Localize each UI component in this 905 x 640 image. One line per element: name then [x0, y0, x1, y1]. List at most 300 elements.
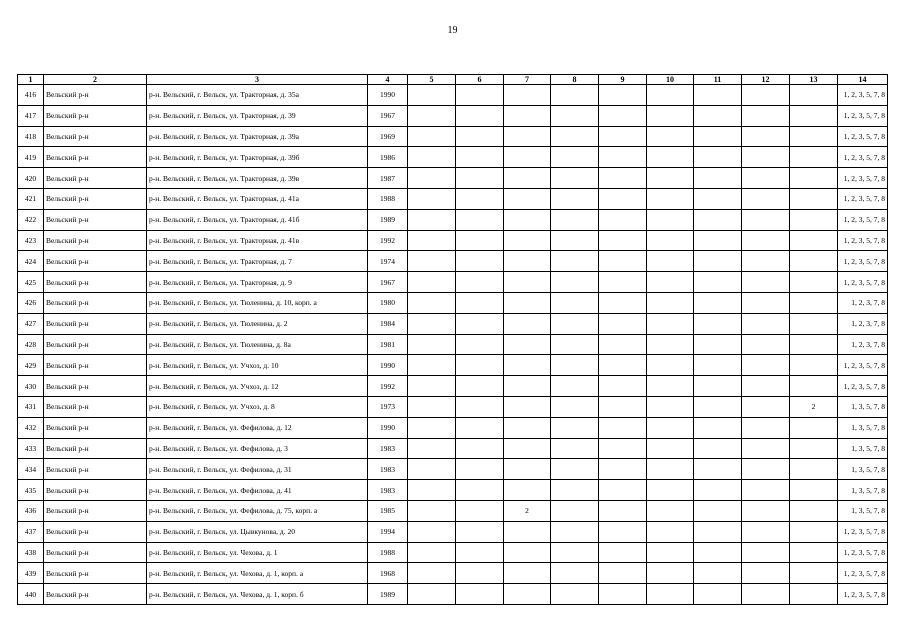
col6-cell: [456, 542, 504, 563]
col5-cell: [408, 521, 456, 542]
col8-cell: [551, 209, 599, 230]
col10-cell: [647, 251, 694, 272]
table-row: [18, 230, 888, 251]
district-cell: Вельский р-н: [44, 438, 147, 459]
col10-cell: [647, 480, 694, 501]
col10-cell: [647, 168, 694, 189]
col7-cell: [504, 438, 551, 459]
row-number-cell: 425: [18, 272, 44, 293]
col11-cell: [694, 105, 742, 126]
col11-cell: [694, 251, 742, 272]
col10-cell: [647, 292, 694, 313]
col14-cell: 1, 2, 3, 5, 7, 8: [838, 105, 888, 126]
col8-cell: [551, 272, 599, 293]
district-cell: Вельский р-н: [44, 85, 147, 106]
col11-cell: [694, 168, 742, 189]
col14-cell: 1, 2, 3, 5, 7, 8: [838, 521, 888, 542]
col9-cell: [599, 417, 647, 438]
address-cell: р-н. Вельский, г. Вельск, ул. Фефилова, д. 12: [147, 417, 368, 438]
col10-cell: [647, 459, 694, 480]
year-cell: 1973: [368, 396, 408, 417]
row-number-cell: 430: [18, 376, 44, 397]
col14-cell: 1, 2, 3, 7, 8: [838, 292, 888, 313]
col7-cell: [504, 480, 551, 501]
col13-cell: [790, 355, 838, 376]
table-row: [18, 459, 888, 480]
col5-cell: [408, 500, 456, 521]
table-row: [18, 209, 888, 230]
col13-cell: [790, 292, 838, 313]
district-cell: Вельский р-н: [44, 334, 147, 355]
col7-cell: [504, 417, 551, 438]
district-cell: Вельский р-н: [44, 230, 147, 251]
district-cell: Вельский р-н: [44, 188, 147, 209]
col8-cell: [551, 417, 599, 438]
col6-cell: [456, 188, 504, 209]
col14-cell: 1, 2, 3, 5, 7, 8: [838, 230, 888, 251]
row-number-cell: 434: [18, 459, 44, 480]
col12-cell: [742, 188, 790, 209]
col11-cell: [694, 417, 742, 438]
col12-cell: [742, 459, 790, 480]
col13-cell: [790, 334, 838, 355]
col11-cell: [694, 563, 742, 584]
year-cell: 1990: [368, 355, 408, 376]
district-cell: Вельский р-н: [44, 500, 147, 521]
row-number-cell: 427: [18, 313, 44, 334]
table-row: [18, 376, 888, 397]
row-number-cell: 439: [18, 563, 44, 584]
col10-cell: [647, 126, 694, 147]
col6-cell: [456, 147, 504, 168]
col5-cell: [408, 126, 456, 147]
col7-cell: [504, 355, 551, 376]
column-header: 6: [456, 75, 504, 85]
year-cell: 1967: [368, 105, 408, 126]
col9-cell: [599, 313, 647, 334]
column-header: 7: [504, 75, 551, 85]
district-cell: Вельский р-н: [44, 313, 147, 334]
col10-cell: [647, 313, 694, 334]
col5-cell: [408, 168, 456, 189]
col7-cell: [504, 272, 551, 293]
col10-cell: [647, 500, 694, 521]
col10-cell: [647, 417, 694, 438]
col12-cell: [742, 85, 790, 106]
address-cell: р-н. Вельский, г. Вельск, ул. Тракторная, д. 41а: [147, 188, 368, 209]
table-row: [18, 147, 888, 168]
table-row: [18, 292, 888, 313]
col10-cell: [647, 563, 694, 584]
table-row: [18, 417, 888, 438]
district-cell: Вельский р-н: [44, 168, 147, 189]
table-row: [18, 272, 888, 293]
col5-cell: [408, 230, 456, 251]
col11-cell: [694, 500, 742, 521]
year-cell: 1985: [368, 500, 408, 521]
col11-cell: [694, 147, 742, 168]
col6-cell: [456, 459, 504, 480]
col5-cell: [408, 584, 456, 605]
col11-cell: [694, 292, 742, 313]
row-number-cell: 423: [18, 230, 44, 251]
district-cell: Вельский р-н: [44, 542, 147, 563]
row-number-cell: 429: [18, 355, 44, 376]
address-cell: р-н. Вельский, г. Вельск, ул. Тракторная, д. 35а: [147, 85, 368, 106]
col12-cell: [742, 209, 790, 230]
address-cell: р-н. Вельский, г. Вельск, ул. Тракторная, д. 39в: [147, 168, 368, 189]
col6-cell: [456, 500, 504, 521]
column-header: 13: [790, 75, 838, 85]
district-cell: Вельский р-н: [44, 272, 147, 293]
column-header: 5: [408, 75, 456, 85]
col12-cell: [742, 521, 790, 542]
col11-cell: [694, 355, 742, 376]
col10-cell: [647, 147, 694, 168]
col13-cell: [790, 147, 838, 168]
address-cell: р-н. Вельский, г. Вельск, ул. Тракторная, д. 41б: [147, 209, 368, 230]
year-cell: 1974: [368, 251, 408, 272]
address-cell: р-н. Вельский, г. Вельск, ул. Тракторная, д. 39: [147, 105, 368, 126]
col13-cell: [790, 126, 838, 147]
col7-cell: [504, 168, 551, 189]
district-cell: Вельский р-н: [44, 105, 147, 126]
col14-cell: 1, 3, 5, 7, 8: [838, 459, 888, 480]
year-cell: 1990: [368, 85, 408, 106]
col14-cell: 1, 3, 5, 7, 8: [838, 396, 888, 417]
address-cell: р-н. Вельский, г. Вельск, ул. Тракторная, д. 39б: [147, 147, 368, 168]
address-cell: р-н. Вельский, г. Вельск, ул. Чехова, д. 1: [147, 542, 368, 563]
district-cell: Вельский р-н: [44, 563, 147, 584]
year-cell: 1983: [368, 480, 408, 501]
col5-cell: [408, 313, 456, 334]
table-row: [18, 500, 888, 521]
row-number-cell: 432: [18, 417, 44, 438]
col6-cell: [456, 480, 504, 501]
col13-cell: [790, 480, 838, 501]
col10-cell: [647, 334, 694, 355]
column-header: 11: [694, 75, 742, 85]
column-header: 10: [647, 75, 694, 85]
col14-cell: 1, 2, 3, 5, 7, 8: [838, 209, 888, 230]
col11-cell: [694, 542, 742, 563]
col11-cell: [694, 85, 742, 106]
col10-cell: [647, 105, 694, 126]
col9-cell: [599, 334, 647, 355]
col5-cell: [408, 209, 456, 230]
address-cell: р-н. Вельский, г. Вельск, ул. Учхоз, д. 12: [147, 376, 368, 397]
address-cell: р-н. Вельский, г. Вельск, ул. Тюленина, д. 2: [147, 313, 368, 334]
col14-cell: 1, 3, 5, 7, 8: [838, 438, 888, 459]
row-number-cell: 418: [18, 126, 44, 147]
col5-cell: [408, 417, 456, 438]
col8-cell: [551, 251, 599, 272]
col10-cell: [647, 209, 694, 230]
address-cell: р-н. Вельский, г. Вельск, ул. Тракторная, д. 41в: [147, 230, 368, 251]
col6-cell: [456, 334, 504, 355]
col14-cell: 1, 2, 3, 5, 7, 8: [838, 355, 888, 376]
col12-cell: [742, 542, 790, 563]
col14-cell: 1, 2, 3, 5, 7, 8: [838, 126, 888, 147]
col12-cell: [742, 417, 790, 438]
column-header: 2: [44, 75, 147, 85]
col6-cell: [456, 272, 504, 293]
col6-cell: [456, 251, 504, 272]
row-number-cell: 417: [18, 105, 44, 126]
address-cell: р-н. Вельский, г. Вельск, ул. Фефилова, д. 41: [147, 480, 368, 501]
col8-cell: [551, 459, 599, 480]
col14-cell: 1, 3, 5, 7, 8: [838, 500, 888, 521]
col7-cell: [504, 126, 551, 147]
col12-cell: [742, 438, 790, 459]
year-cell: 1989: [368, 584, 408, 605]
col8-cell: [551, 521, 599, 542]
col9-cell: [599, 147, 647, 168]
year-cell: 1987: [368, 168, 408, 189]
row-number-cell: 424: [18, 251, 44, 272]
col14-cell: 1, 2, 3, 5, 7, 8: [838, 251, 888, 272]
row-number-cell: 433: [18, 438, 44, 459]
col14-cell: 1, 2, 3, 5, 7, 8: [838, 542, 888, 563]
col13-cell: [790, 417, 838, 438]
address-cell: р-н. Вельский, г. Вельск, ул. Цывкунова, д. 20: [147, 521, 368, 542]
col12-cell: [742, 480, 790, 501]
col13-cell: [790, 188, 838, 209]
col13-cell: [790, 230, 838, 251]
col8-cell: [551, 480, 599, 501]
col13-cell: [790, 542, 838, 563]
col13-cell: [790, 105, 838, 126]
col5-cell: [408, 334, 456, 355]
table-row: [18, 168, 888, 189]
row-number-cell: 420: [18, 168, 44, 189]
col7-cell: [504, 188, 551, 209]
col14-cell: 1, 2, 3, 5, 7, 8: [838, 188, 888, 209]
col10-cell: [647, 542, 694, 563]
col7-cell: [504, 542, 551, 563]
col9-cell: [599, 230, 647, 251]
district-cell: Вельский р-н: [44, 126, 147, 147]
col5-cell: [408, 292, 456, 313]
col8-cell: [551, 355, 599, 376]
table-row: [18, 563, 888, 584]
col5-cell: [408, 563, 456, 584]
table-row: [18, 521, 888, 542]
district-cell: Вельский р-н: [44, 355, 147, 376]
col14-cell: 1, 2, 3, 5, 7, 8: [838, 563, 888, 584]
district-cell: Вельский р-н: [44, 396, 147, 417]
table-row: [18, 105, 888, 126]
col12-cell: [742, 584, 790, 605]
address-cell: р-н. Вельский, г. Вельск, ул. Тюленина, д. 8а: [147, 334, 368, 355]
col7-cell: [504, 376, 551, 397]
col8-cell: [551, 584, 599, 605]
col6-cell: [456, 209, 504, 230]
col10-cell: [647, 355, 694, 376]
col8-cell: [551, 313, 599, 334]
col9-cell: [599, 396, 647, 417]
row-number-cell: 422: [18, 209, 44, 230]
col11-cell: [694, 396, 742, 417]
col14-cell: 1, 2, 3, 5, 7, 8: [838, 376, 888, 397]
table-row: [18, 188, 888, 209]
col6-cell: [456, 85, 504, 106]
col13-cell: [790, 563, 838, 584]
col9-cell: [599, 584, 647, 605]
col5-cell: [408, 542, 456, 563]
col9-cell: [599, 272, 647, 293]
col13-cell: [790, 313, 838, 334]
col6-cell: [456, 313, 504, 334]
col8-cell: [551, 563, 599, 584]
col11-cell: [694, 480, 742, 501]
row-number-cell: 437: [18, 521, 44, 542]
address-cell: р-н. Вельский, г. Вельск, ул. Тюленина, д. 10, корп. а: [147, 292, 368, 313]
col5-cell: [408, 105, 456, 126]
col8-cell: [551, 105, 599, 126]
year-cell: 1986: [368, 147, 408, 168]
table-row: [18, 313, 888, 334]
col13-cell: [790, 251, 838, 272]
col5-cell: [408, 396, 456, 417]
col13-cell: 2: [790, 396, 838, 417]
col5-cell: [408, 480, 456, 501]
col12-cell: [742, 147, 790, 168]
row-number-cell: 436: [18, 500, 44, 521]
col8-cell: [551, 230, 599, 251]
col5-cell: [408, 355, 456, 376]
col14-cell: 1, 2, 3, 5, 7, 8: [838, 272, 888, 293]
col14-cell: 1, 2, 3, 5, 7, 8: [838, 168, 888, 189]
col12-cell: [742, 396, 790, 417]
col9-cell: [599, 459, 647, 480]
col8-cell: [551, 188, 599, 209]
year-cell: 1983: [368, 438, 408, 459]
col11-cell: [694, 188, 742, 209]
col12-cell: [742, 272, 790, 293]
col9-cell: [599, 376, 647, 397]
col6-cell: [456, 438, 504, 459]
col10-cell: [647, 230, 694, 251]
year-cell: 1967: [368, 272, 408, 293]
address-cell: р-н. Вельский, г. Вельск, ул. Тракторная, д. 39а: [147, 126, 368, 147]
col10-cell: [647, 376, 694, 397]
year-cell: 1989: [368, 209, 408, 230]
col12-cell: [742, 500, 790, 521]
col5-cell: [408, 147, 456, 168]
col9-cell: [599, 126, 647, 147]
year-cell: 1969: [368, 126, 408, 147]
col9-cell: [599, 85, 647, 106]
col7-cell: [504, 396, 551, 417]
col7-cell: [504, 521, 551, 542]
col13-cell: [790, 85, 838, 106]
year-cell: 1981: [368, 334, 408, 355]
year-cell: 1992: [368, 376, 408, 397]
year-cell: 1980: [368, 292, 408, 313]
col7-cell: [504, 584, 551, 605]
col8-cell: [551, 542, 599, 563]
table-header-row: [18, 75, 888, 85]
col8-cell: [551, 334, 599, 355]
district-cell: Вельский р-н: [44, 521, 147, 542]
col6-cell: [456, 584, 504, 605]
address-cell: р-н. Вельский, г. Вельск, ул. Фефилова, д. 31: [147, 459, 368, 480]
col11-cell: [694, 521, 742, 542]
table-row: [18, 480, 888, 501]
col12-cell: [742, 230, 790, 251]
district-cell: Вельский р-н: [44, 584, 147, 605]
col13-cell: [790, 500, 838, 521]
row-number-cell: 428: [18, 334, 44, 355]
col12-cell: [742, 105, 790, 126]
row-number-cell: 435: [18, 480, 44, 501]
col11-cell: [694, 126, 742, 147]
col10-cell: [647, 85, 694, 106]
year-cell: 1988: [368, 542, 408, 563]
col6-cell: [456, 417, 504, 438]
row-number-cell: 416: [18, 85, 44, 106]
column-header: 14: [838, 75, 888, 85]
col11-cell: [694, 272, 742, 293]
address-cell: р-н. Вельский, г. Вельск, ул. Чехова, д. 1, корп. б: [147, 584, 368, 605]
data-table: [17, 74, 888, 605]
table-row: [18, 251, 888, 272]
col11-cell: [694, 438, 742, 459]
col6-cell: [456, 521, 504, 542]
col9-cell: [599, 480, 647, 501]
district-cell: Вельский р-н: [44, 209, 147, 230]
col9-cell: [599, 209, 647, 230]
row-number-cell: 438: [18, 542, 44, 563]
col7-cell: [504, 334, 551, 355]
row-number-cell: 419: [18, 147, 44, 168]
col6-cell: [456, 126, 504, 147]
col7-cell: 2: [504, 500, 551, 521]
year-cell: 1983: [368, 459, 408, 480]
col5-cell: [408, 251, 456, 272]
col7-cell: [504, 459, 551, 480]
table-row: [18, 334, 888, 355]
col12-cell: [742, 355, 790, 376]
address-cell: р-н. Вельский, г. Вельск, ул. Тракторная, д. 9: [147, 272, 368, 293]
col10-cell: [647, 521, 694, 542]
col12-cell: [742, 334, 790, 355]
col6-cell: [456, 105, 504, 126]
col8-cell: [551, 147, 599, 168]
col13-cell: [790, 438, 838, 459]
column-header: 3: [147, 75, 368, 85]
col11-cell: [694, 334, 742, 355]
district-cell: Вельский р-н: [44, 147, 147, 168]
col9-cell: [599, 168, 647, 189]
year-cell: 1968: [368, 563, 408, 584]
col11-cell: [694, 459, 742, 480]
year-cell: 1988: [368, 188, 408, 209]
column-header: 12: [742, 75, 790, 85]
col13-cell: [790, 459, 838, 480]
col12-cell: [742, 376, 790, 397]
table-row: [18, 584, 888, 605]
table-row: [18, 438, 888, 459]
address-cell: р-н. Вельский, г. Вельск, ул. Учхоз, д. 10: [147, 355, 368, 376]
column-header: 1: [18, 75, 44, 85]
col10-cell: [647, 438, 694, 459]
year-cell: 1984: [368, 313, 408, 334]
address-cell: р-н. Вельский, г. Вельск, ул. Учхоз, д. 8: [147, 396, 368, 417]
col14-cell: 1, 2, 3, 7, 8: [838, 313, 888, 334]
district-cell: Вельский р-н: [44, 251, 147, 272]
